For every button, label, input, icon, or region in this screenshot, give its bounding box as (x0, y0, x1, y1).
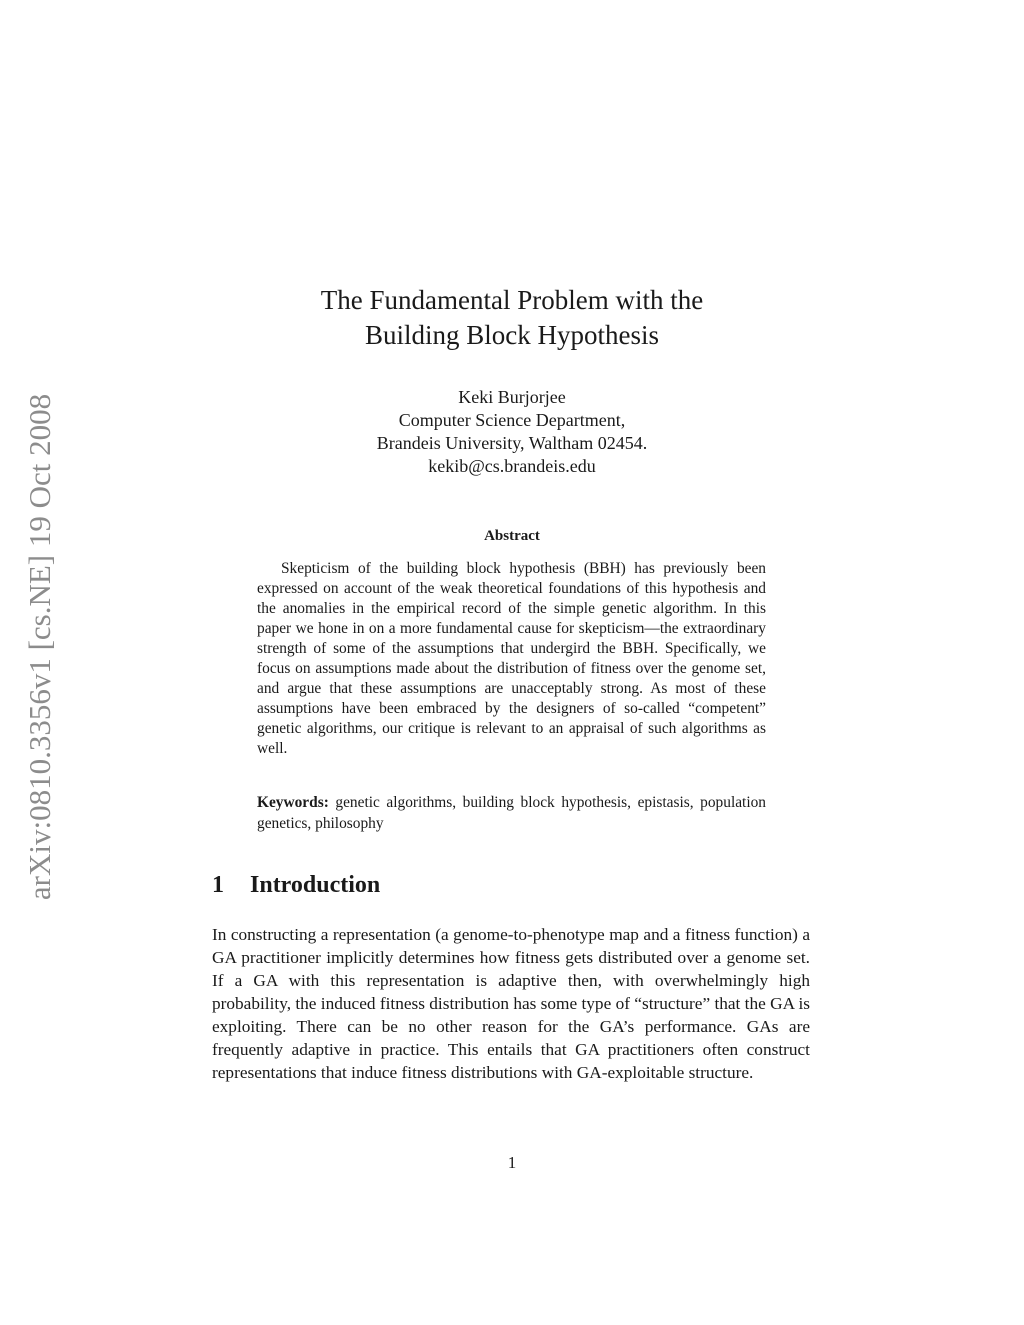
paper-title-line: Building Block Hypothesis (364, 320, 659, 350)
page-number: 1 (507, 1153, 517, 1172)
keywords-label: Keywords: (257, 794, 329, 811)
abstract-heading: Abstract (484, 528, 540, 544)
author-institution: Brandeis University, Waltham 02454. (376, 433, 648, 453)
section-title: Introduction (250, 872, 381, 898)
abstract-text: Skepticism of the building block hypothesis (BBH) has previously been expressed on account of the weak theoretical foundations of this hypothesis and the anomalies in the empirical record of the simple genetic algorithm. In this paper we hone in on a more fundamental cause for skepticism—the extraordinary strength of some of the assumptions that undergird the BBH. Specifically, we focus on assumptions made about the distribution of fitness over the genome set, and argue that these assumptions are unacceptably strong. As most of these assumptions have been embraced by the designers of so-called “competent” genetic algorithms, our critique is relevant to an appraisal of such algorithms as well. (257, 560, 766, 757)
introduction-paragraph: In constructing a representation (a genome-to-phenotype map and a fitness function) a GA practitioner implicitly determines how fitness gets distributed over a genome set. If a GA with this representation is adaptive then, with overwhelmingly high probability, the induced fitness distribution has some type of “structure” that the GA is exploiting. There can be no other reason for the GA’s performance. GAs are frequently adaptive in practice. This entails that GA practitioners often construct representations that induce fitness distributions with GA-exploitable structure. (212, 925, 810, 1082)
section-number: 1 (212, 872, 224, 898)
keywords (257, 792, 766, 834)
author-name: Keki Burjorjee (458, 387, 566, 407)
paper-title (212, 283, 812, 353)
keywords-text: genetic algorithms, building block hypothesis, epistasis, population genetics, philosophy (257, 794, 766, 832)
author-email: kekib@cs.brandeis.edu (428, 456, 596, 476)
paper-title-line: The Fundamental Problem with the (320, 285, 704, 315)
author-block (262, 386, 762, 478)
arxiv-identifier-stamp: arXiv:0810.3356v1 [cs.NE] 19 Oct 2008 (22, 393, 57, 901)
section-heading (212, 870, 712, 900)
author-department: Computer Science Department, (398, 410, 626, 430)
